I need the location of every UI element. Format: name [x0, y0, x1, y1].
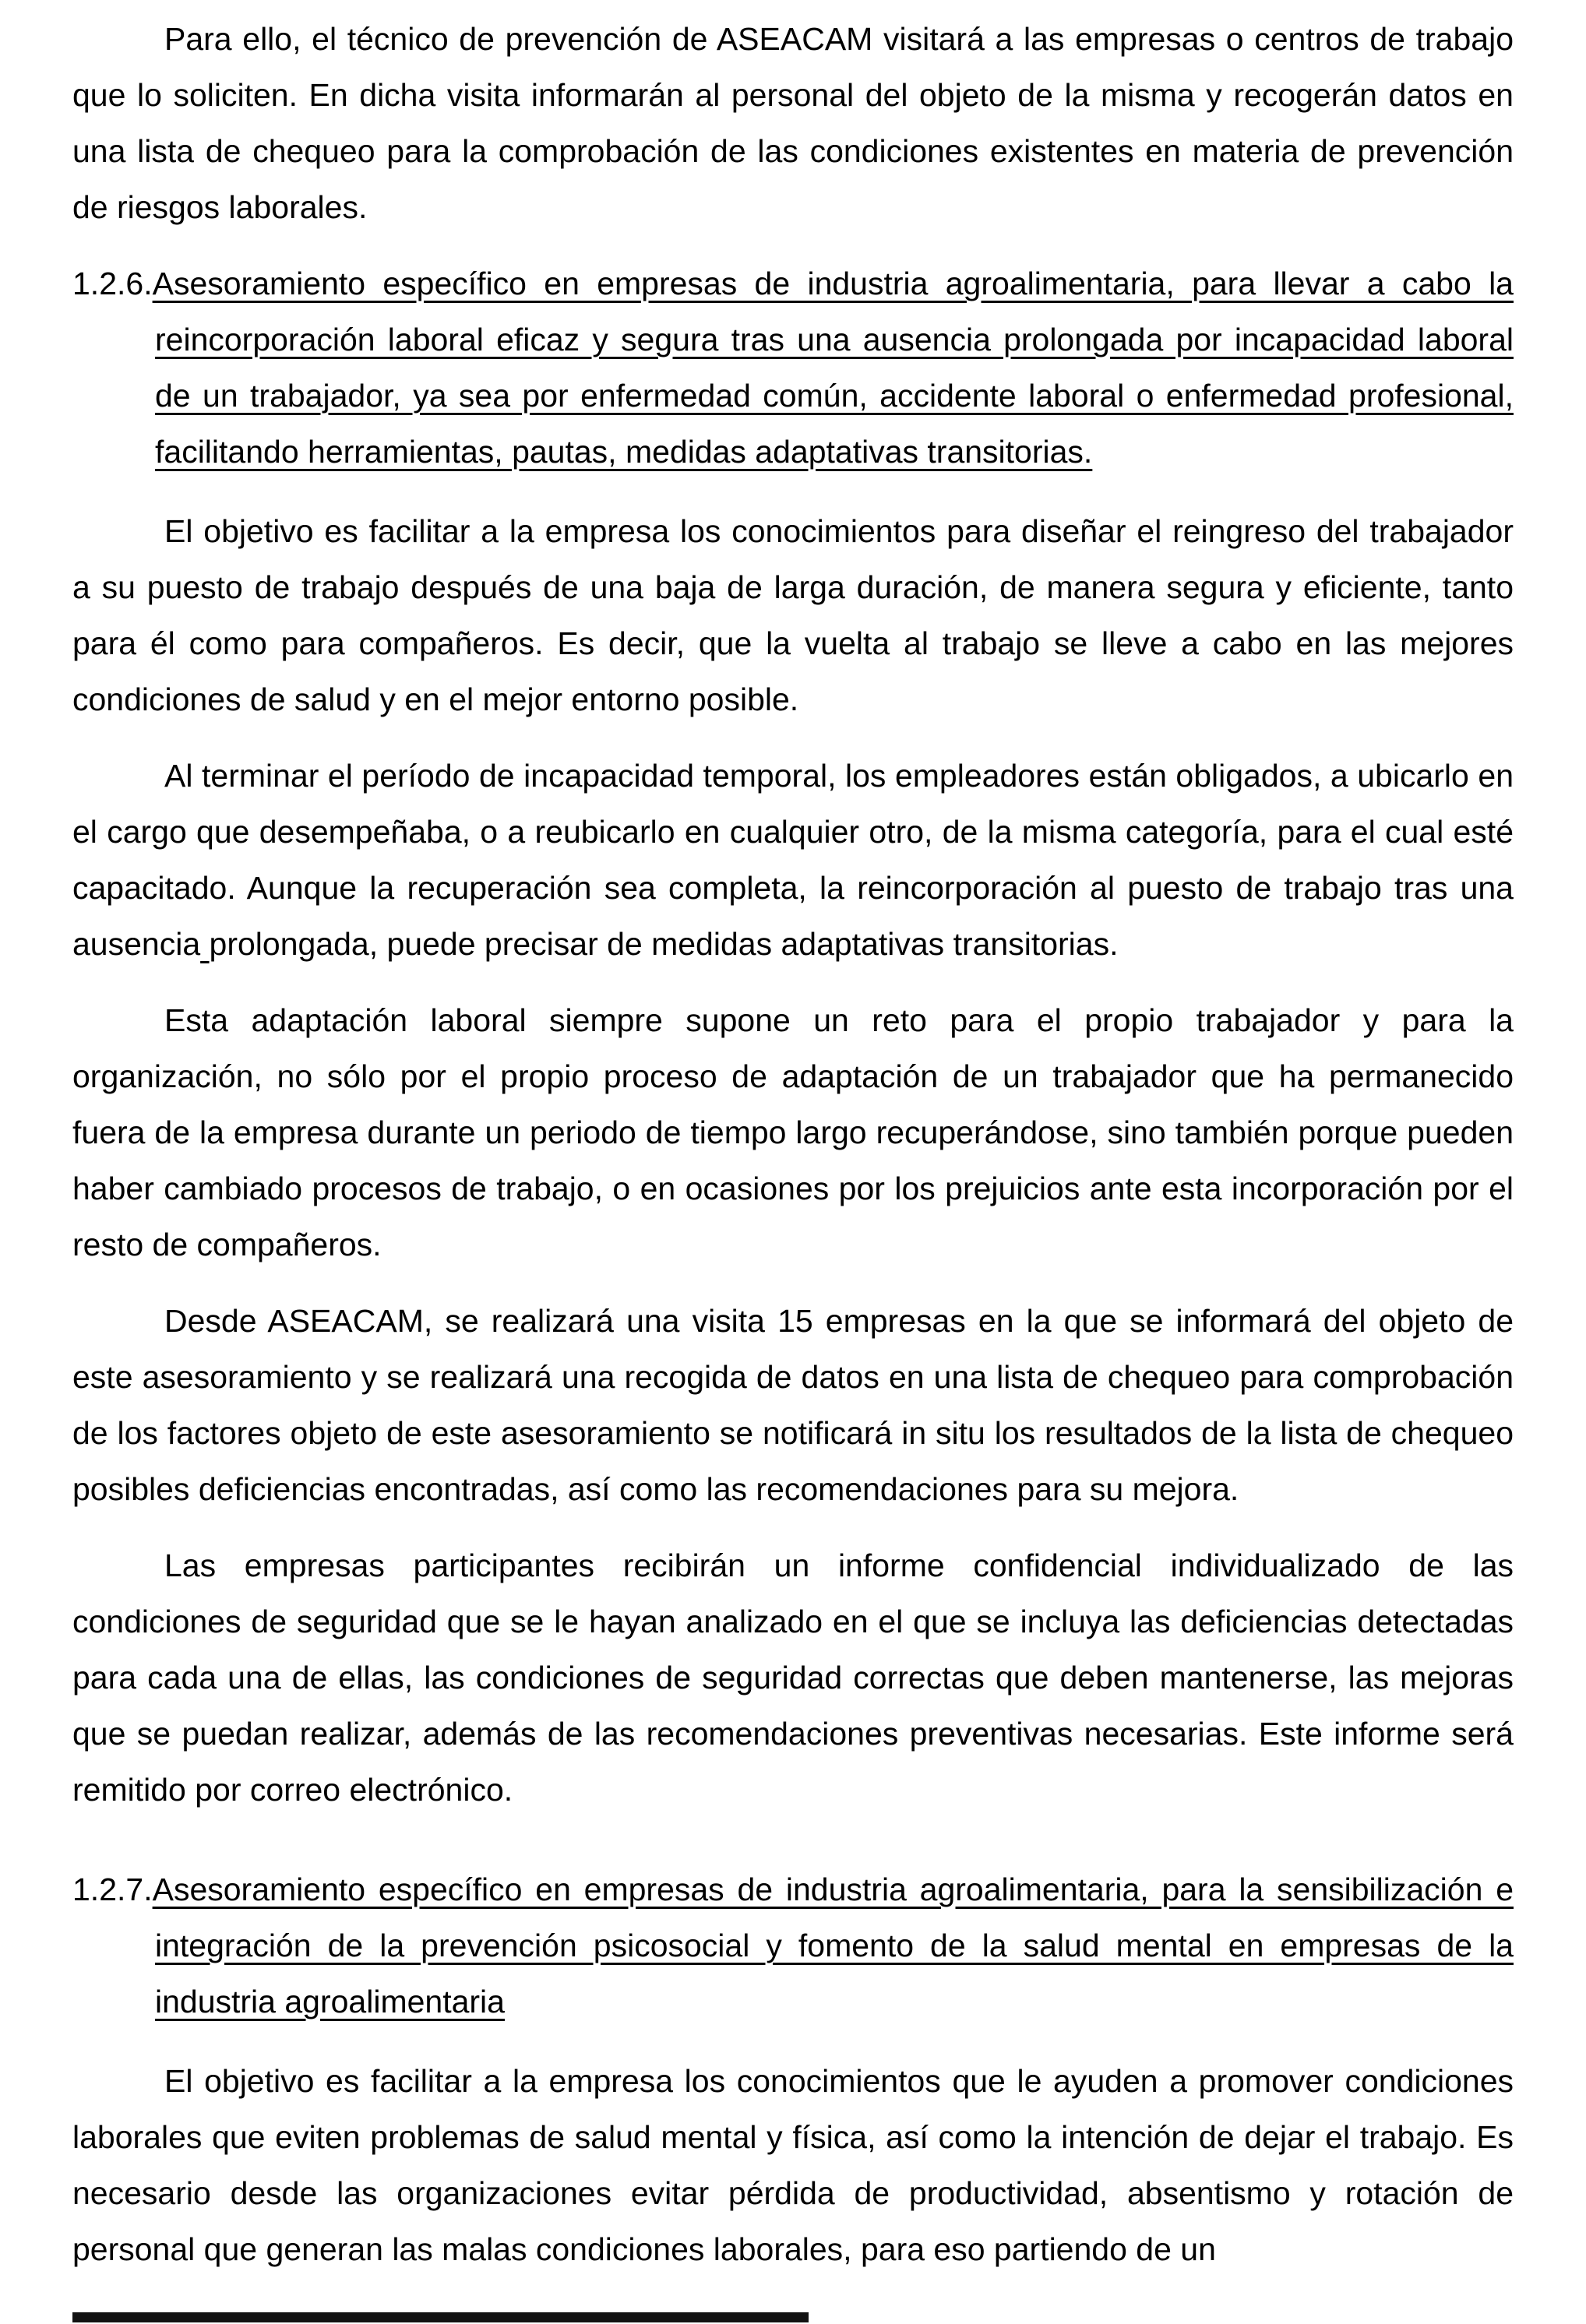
paragraph-segment: Al terminar el período de incapacidad temporal, los empleadores están obligados, a ubicarlo en el cargo que desempeñaba, o a reubicarlo en cualquier otro, de la misma categoría, para el cual esté capacitado. Aunque la recuperación sea completa, la reincorporación al puesto de trabajo tras una ausencia: [72, 758, 1514, 962]
heading-number: 1.2.6.: [72, 266, 153, 301]
section-heading-1-2-6: [72, 255, 1514, 480]
heading-text: Asesoramiento específico en empresas de industria agroalimentaria, para la sensibilización e integración de la prevención psicosocial y fomento de la salud mental en empresas de la industria agroalimentaria: [152, 1872, 1514, 2019]
underlined-space: [200, 926, 209, 962]
heading-number: 1.2.7.: [72, 1872, 153, 1907]
paragraph-informe-confidencial: Las empresas participantes recibirán un informe confidencial individualizado de las condiciones de seguridad que se le hayan analizado en el que se incluya las deficiencias detectadas para cada una de ellas, las condiciones de seguridad correctas que deben mantenerse, las mejoras que se puedan realizar, además de las recomendaciones preventivas necesarias. Este informe será remitido por correo electrónico.: [72, 1548, 1514, 1808]
heading-text: Asesoramiento específico en empresas de industria agroalimentaria, para llevar a cabo la reincorporación laboral eficaz y segura tras una ausencia prolongada por incapacidad laboral de un trabajador, ya sea por enfermedad común, accidente laboral o enfermedad profesional, facilitando herramientas, pautas, medidas adaptativas transitorias.: [152, 266, 1514, 470]
paragraph-segment: prolongada, puede precisar de medidas adaptativas transitorias.: [209, 926, 1119, 962]
section-heading-1-2-7: [72, 1861, 1514, 2030]
clipped-next-text-line: [72, 2312, 809, 2322]
paragraph-objective-reingreso: El objetivo es facilitar a la empresa los conocimientos para diseñar el reingreso del trabajador a su puesto de trabajo después de una baja de larga duración, de manera segura y eficiente, tanto para él como para compañeros. Es decir, que la vuelta al trabajo se lleve a cabo en las mejores condiciones de salud y en el mejor entorno posible.: [72, 513, 1514, 717]
paragraph-intro: Para ello, el técnico de prevención de ASEACAM visitará a las empresas o centros de trabajo que lo soliciten. En dicha visita informarán al personal del objeto de la misma y recogerán datos en una lista de chequeo para la comprobación de las condiciones existentes en materia de prevención de riesgos laborales.: [72, 21, 1514, 225]
paragraph-incapacidad-temporal: [72, 748, 1514, 972]
paragraph-adaptacion-laboral: Esta adaptación laboral siempre supone un reto para el propio trabajador y para la organización, no sólo por el propio proceso de adaptación de un trabajador que ha permanecido fuera de la empresa durante un periodo de tiempo largo recuperándose, sino también porque pueden haber cambiado procesos de trabajo, o en ocasiones por los prejuicios ante esta incorporación por el resto de compañeros.: [72, 1002, 1514, 1262]
paragraph-objective-salud-mental: El objetivo es facilitar a la empresa los conocimientos que le ayuden a promover condiciones laborales que eviten problemas de salud mental y física, así como la intención de dejar el trabajo. Es necesario desde las organizaciones evitar pérdida de productividad, absentismo y rotación de personal que generan las malas condiciones laborales, para eso partiendo de un: [72, 2063, 1514, 2267]
paragraph-visita-empresas: Desde ASEACAM, se realizará una visita 15 empresas en la que se informará del objeto de este asesoramiento y se realizará una recogida de datos en una lista de chequeo para comprobación de los factores objeto de este asesoramiento se notificará in situ los resultados de la lista de chequeo posibles deficiencias encontradas, así como las recomendaciones para su mejora.: [72, 1303, 1514, 1507]
